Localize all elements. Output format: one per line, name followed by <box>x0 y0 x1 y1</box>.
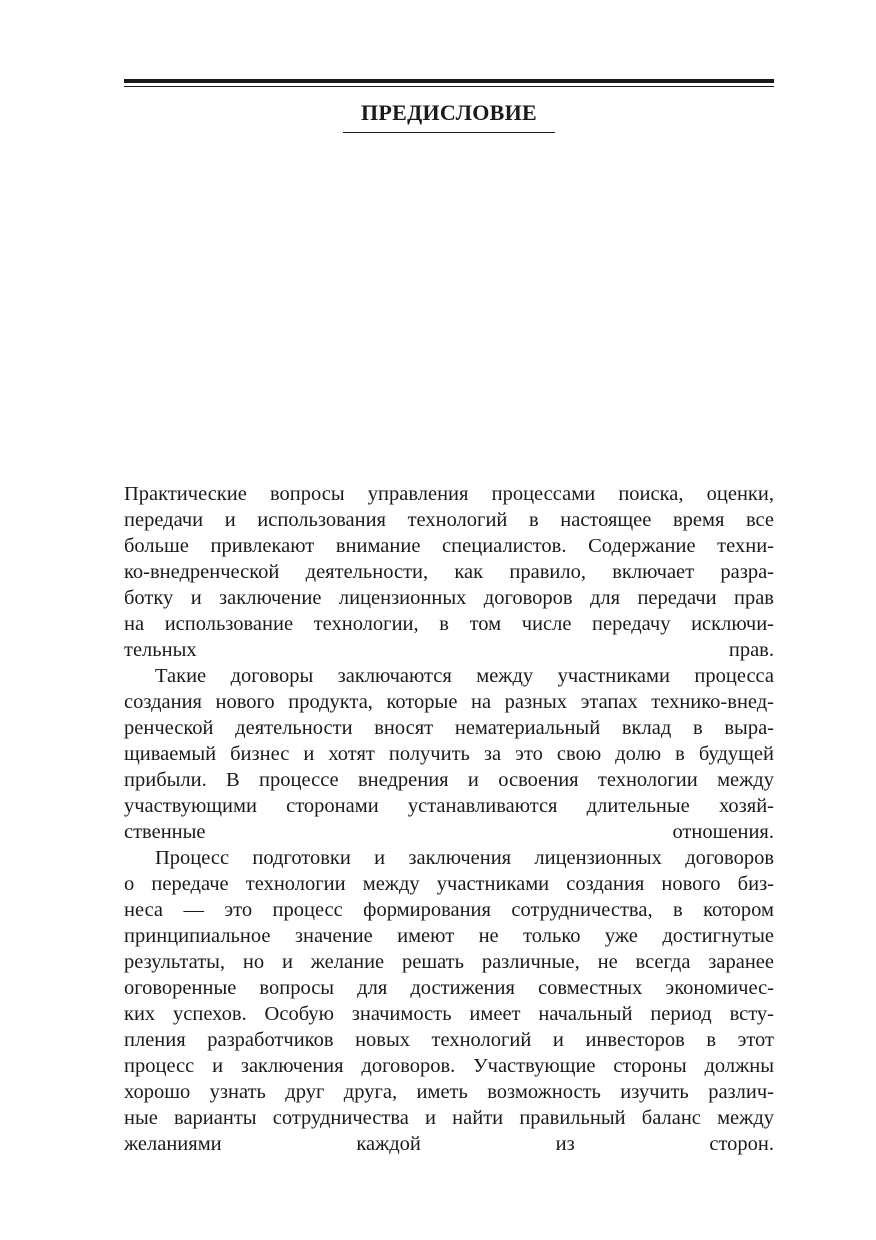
text-line: о передаче технологии между участниками создания нового биз- <box>124 873 774 895</box>
text-line: передачи и использования технологий в настоящее время все <box>124 509 774 531</box>
text-line: Процесс подготовки и заключения лицензионных договоров <box>155 847 774 869</box>
text-line: создания нового продукта, которые на разных этапах технико-внед- <box>124 691 774 713</box>
text-line: ботку и заключение лицензионных договоров для передачи прав <box>124 587 774 609</box>
text-line: тельных прав. <box>124 639 774 661</box>
text-line: прибыли. В процессе внедрения и освоения технологии между <box>124 769 774 791</box>
text-line: ные варианты сотрудничества и найти правильный баланс между <box>124 1107 774 1129</box>
text-line: оговоренные вопросы для достижения совместных экономичес- <box>124 977 774 999</box>
paragraph-1 <box>124 481 774 663</box>
text-line: хорошо узнать друг друга, иметь возможность изучить различ- <box>124 1081 774 1103</box>
paragraph-2 <box>124 663 774 845</box>
text-line: больше привлекают внимание специалистов. Содержание техни- <box>124 535 774 557</box>
text-line: результаты, но и желание решать различные, не всегда заранее <box>124 951 774 973</box>
title-container <box>124 98 774 133</box>
text-line: Практические вопросы управления процессами поиска, оценки, <box>124 483 774 505</box>
text-line: ко-внедренческой деятельности, как правило, включает разра- <box>124 561 774 583</box>
text-line: Такие договоры заключаются между участниками процесса <box>155 665 774 687</box>
body-text <box>124 481 774 1157</box>
text-line: на использование технологии, в том числе передачу исключи- <box>124 613 774 635</box>
text-line: ственные отношения. <box>124 821 774 843</box>
header-rule-thick <box>124 79 774 83</box>
text-line: процесс и заключения договоров. Участвующие стороны должны <box>124 1055 774 1077</box>
page-title: ПРЕДИСЛОВИЕ <box>343 98 555 133</box>
paragraph-3 <box>124 845 774 1157</box>
text-line: ренческой деятельности вносят нематериальный вклад в выра- <box>124 717 774 739</box>
text-line: пления разработчиков новых технологий и инвесторов в этот <box>124 1029 774 1051</box>
text-line: неса — это процесс формирования сотрудничества, в котором <box>124 899 774 921</box>
text-line: щиваемый бизнес и хотят получить за это свою долю в будущей <box>124 743 774 765</box>
text-line: участвующими сторонами устанавливаются длительные хозяй- <box>124 795 774 817</box>
header-rule-thin <box>124 86 774 87</box>
text-line: желаниями каждой из сторон. <box>124 1133 774 1155</box>
text-line: принципиальное значение имеют не только уже достигнутые <box>124 925 774 947</box>
text-line: ких успехов. Особую значимость имеет начальный период всту- <box>124 1003 774 1025</box>
